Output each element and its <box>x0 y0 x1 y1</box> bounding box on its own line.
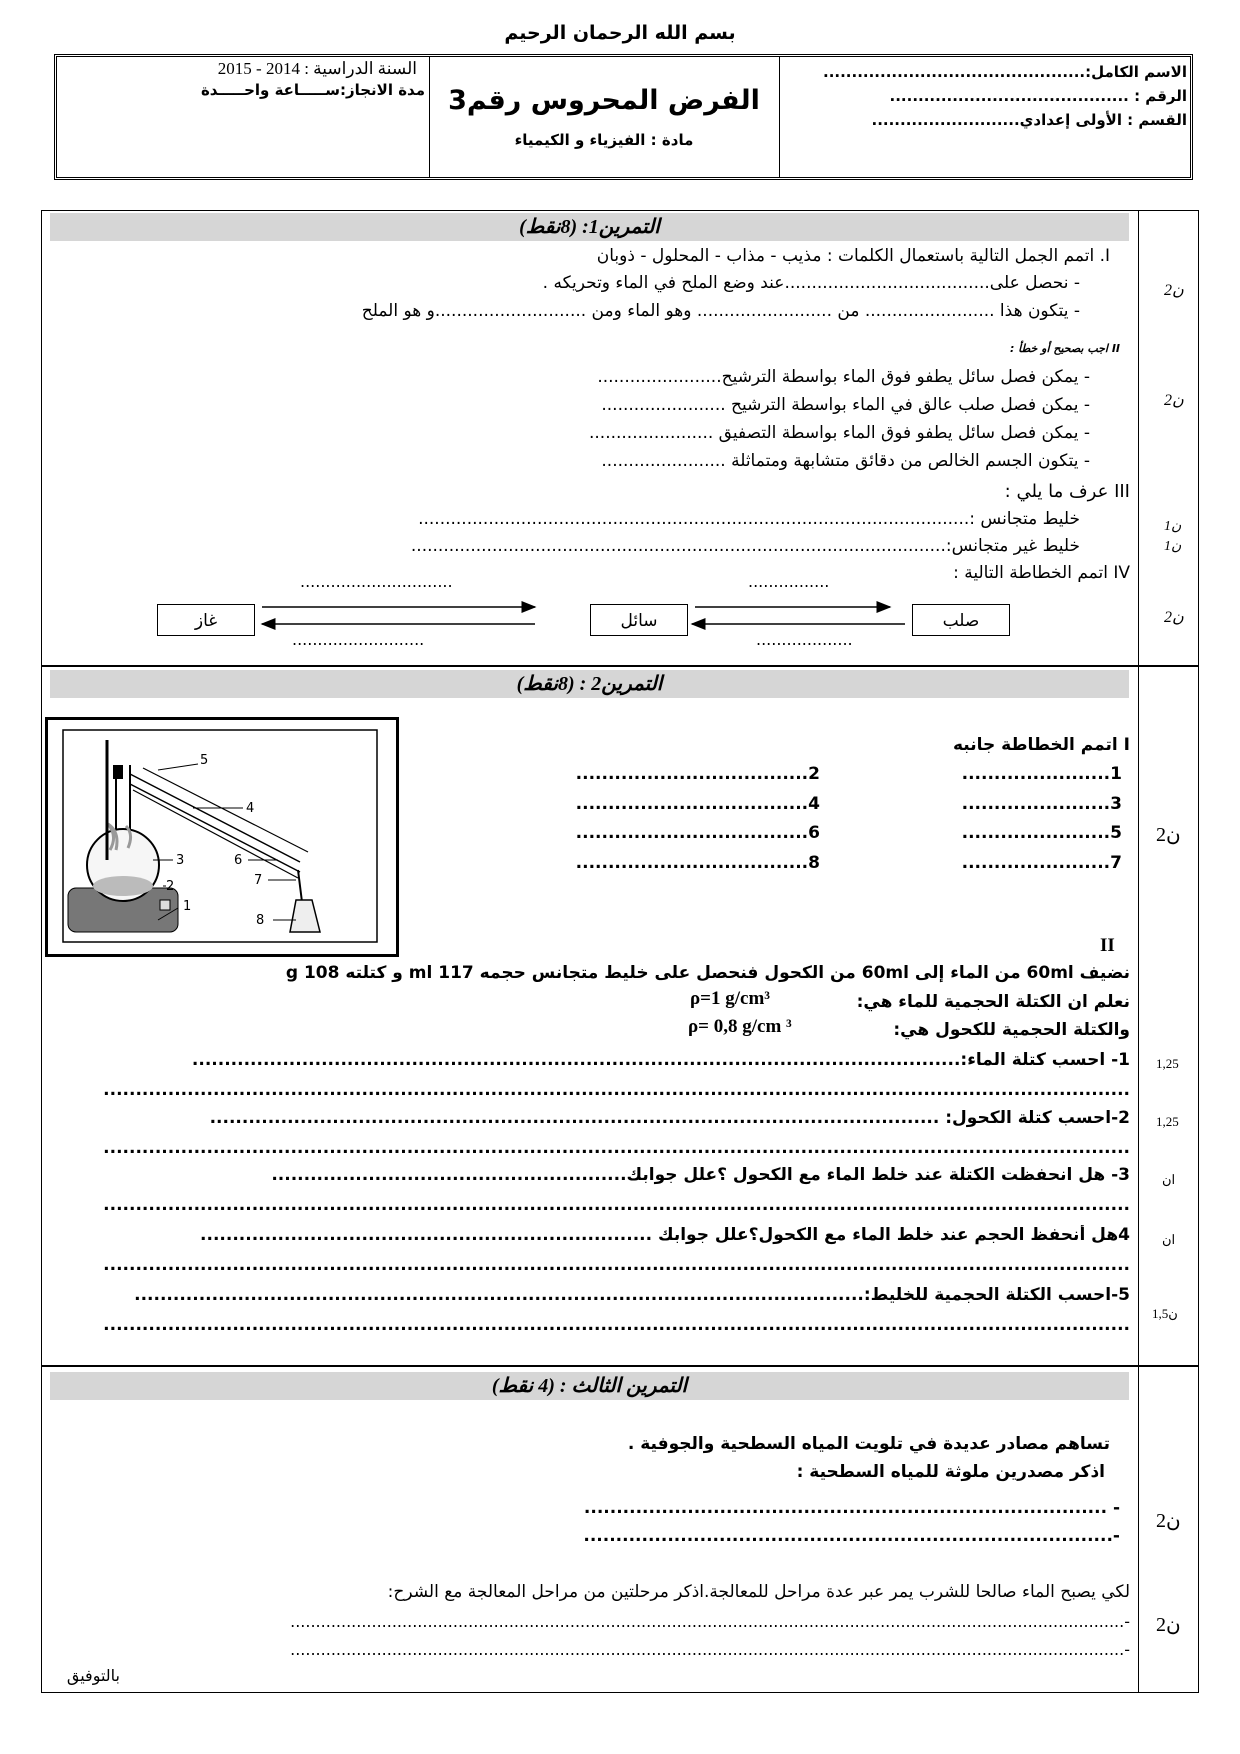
subject: مادة : الفيزياء و الكيمياء <box>514 131 694 149</box>
ex2-blank[interactable]: 7....................... <box>961 853 1122 873</box>
header-divider <box>429 57 430 177</box>
ex2-part2-label: II <box>1100 935 1115 956</box>
mark: 1ن <box>1164 539 1182 554</box>
exercise-2-title: التمرين2 : (8نقط) <box>50 670 1129 698</box>
figure-label: 2 <box>166 879 175 894</box>
distillation-figure <box>45 717 399 957</box>
exercise-3-title: التمرين الثالث : (4 نقط) <box>50 1372 1129 1400</box>
figure-label: 8 <box>256 913 265 928</box>
figure-label: 6 <box>234 853 243 868</box>
basmala: بسم الله الرحمان الرحيم <box>504 22 736 44</box>
alcohol-density-label: والكتلة الحجمية للكحول هي: <box>893 1020 1130 1040</box>
mark: 2ن <box>1164 392 1184 409</box>
mark: 1,5ن <box>1152 1306 1178 1321</box>
receiver-flask <box>290 900 320 932</box>
water-density-value: ρ=1 g/cm³ <box>690 988 770 1009</box>
name-field[interactable]: الاسم الكامل:.............................................. <box>823 63 1187 81</box>
answer-line[interactable]: -.................................................................................................................................................................... <box>290 1612 1130 1631</box>
state-solid: صلب <box>912 604 1010 636</box>
header-divider <box>779 57 780 177</box>
ex1-part3-item2: خليط غير متجانس:................................................................................................... <box>410 536 1080 556</box>
mark: 2ن <box>1164 609 1184 626</box>
mark: 2ن <box>1164 282 1184 299</box>
section-field[interactable]: القسم : الأولى إعدادي.......................... <box>871 111 1187 129</box>
distillation-diagram <box>48 720 396 954</box>
ex1-part2-item: - يتكون الجسم الخالص من دقائق متشابهة ومتماثلة ....................... <box>601 451 1090 471</box>
answer-line[interactable]: ............................................................................................................................................................... <box>103 1315 1130 1335</box>
marks-divider <box>1138 1367 1139 1692</box>
ex1-part2-item: - يمكن فصل صلب عالق في الماء بواسطة الترشيح ....................... <box>601 395 1090 415</box>
duration: مدة الانجاز:ســـــاعة واحـــــدة <box>200 81 425 99</box>
ex3-intro-3: لكي يصبح الماء صالحا للشرب يمر عبر عدة مراحل للمعالجة.اذكر مرحلتين من مراحل المعالجة مع الشرح: <box>387 1582 1130 1602</box>
ex1-part2-item: - يمكن فصل سائل يطفو فوق الماء بواسطة التصفيق ....................... <box>588 423 1090 443</box>
mark: 1,25 <box>1156 1056 1179 1071</box>
ex1-part2-intro: II اجب بصحيح أو خطأ : <box>1009 342 1120 355</box>
number-field[interactable]: الرقم : .......................................... <box>889 87 1187 105</box>
ex2-blank[interactable]: 3....................... <box>961 794 1122 814</box>
answer-line[interactable]: -.................................................................................................................................................................... <box>290 1640 1130 1659</box>
alcohol-density-value: ρ= 0,8 g/cm ³ <box>688 1016 792 1037</box>
ex1-part1-line2: - يتكون هذا ........................ من ......................... وهو الماء ومن ............................و هو الملح <box>361 301 1080 321</box>
figure-label: 5 <box>200 753 209 768</box>
question-4: 4هل أنحفظ الحجم عند خلط الماء مع الكحول؟علل جوابك ...................................................................... <box>200 1225 1130 1245</box>
answer-line[interactable]: ............................................................................................................................................................... <box>103 1255 1130 1275</box>
question-5: 5-احسب الكتلة الحجمية للخليط:................................................................................................................. <box>134 1285 1130 1305</box>
ex1-part3-intro: III عرف ما يلي : <box>1004 481 1130 502</box>
header-box <box>54 54 1193 180</box>
ex2-blank[interactable]: 2.................................... <box>575 764 820 784</box>
figure-label: 4 <box>246 801 255 816</box>
mark: 2ن <box>1156 1614 1181 1636</box>
state-gas: غاز <box>157 604 255 636</box>
figure-label: 1 <box>183 899 192 914</box>
marks-divider <box>1138 667 1139 1365</box>
mark: 2ن <box>1156 824 1181 846</box>
school-year: السنة الدراسية : 2014 - 2015 <box>217 59 417 78</box>
ex1-part3-item1: خليط متجانس :...................................................................................................... <box>418 509 1080 529</box>
answer-line[interactable]: ............................................................................................................................................................... <box>103 1138 1130 1158</box>
mark: 1ن <box>1164 519 1182 534</box>
blank-top-right[interactable]: ................ <box>748 572 830 591</box>
water-density-label: نعلم ان الكتلة الحجمية للماء هي: <box>856 992 1130 1012</box>
marks-divider <box>1138 211 1139 665</box>
ex3-intro-1: تساهم مصادر عديدة في تلويت المياه السطحية والجوفية . <box>627 1434 1110 1454</box>
figure-label: 3 <box>176 853 185 868</box>
blank-bottom-right[interactable]: ................... <box>756 630 853 649</box>
ex1-part2-item: - يمكن فصل سائل يطفو فوق الماء بواسطة الترشيح....................... <box>597 367 1090 387</box>
exercise-1-title: التمرين1: (8نقط) <box>50 213 1129 241</box>
state-liquid: سائل <box>590 604 688 636</box>
ex3-intro-2: اذكر مصدرين ملوثة للمياه السطحية : <box>796 1462 1105 1482</box>
question-1: 1- احسب كتلة الماء:....................................................................................................................... <box>191 1050 1130 1070</box>
mark: 1,25 <box>1156 1114 1179 1129</box>
mark: ان <box>1162 1232 1176 1247</box>
ex2-blank[interactable]: 5....................... <box>961 823 1122 843</box>
ex2-blank[interactable]: 4.................................... <box>575 794 820 814</box>
blank-bottom-left[interactable]: .......................... <box>292 630 425 649</box>
ex2-blank[interactable]: 8.................................... <box>575 853 820 873</box>
answer-line[interactable]: ............................................................................................................................................................... <box>103 1080 1130 1100</box>
ex2-part2-intro: نضيف 60ml من الماء إلى 60ml من الكحول فنحصل على خليط متجانس حجمه 117 ml و كتلته 108 g <box>285 963 1130 983</box>
state-arrows <box>250 595 930 645</box>
answer-line[interactable]: ............................................................................................................................................................... <box>103 1195 1130 1215</box>
page-title: الفرض المحروس رقم3 <box>448 85 760 116</box>
ex2-part1-intro: I اتمم الخطاطة جانبه <box>952 735 1130 755</box>
ex1-part4-intro: IV اتمم الخطاطة التالية : <box>953 563 1130 583</box>
closing: بالتوفيق <box>66 1666 120 1685</box>
answer-line[interactable]: - ................................................................................. <box>583 1498 1120 1518</box>
question-2: 2-احسب كتلة الكحول: ................................................................................................................. <box>209 1108 1130 1128</box>
ex2-blank[interactable]: 6.................................... <box>575 823 820 843</box>
blank-top-left[interactable]: .............................. <box>300 572 453 591</box>
mark: ان <box>1162 1172 1176 1187</box>
ex2-blank[interactable]: 1....................... <box>961 764 1122 784</box>
ex1-part1-line1: - نحصل على......................................عند وضع الملح في الماء وتحريكه . <box>542 273 1080 293</box>
answer-line[interactable]: -.................................................................................. <box>583 1526 1120 1546</box>
ex1-part1-intro: I. اتمم الجمل التالية باستعمال الكلمات : مذيب - مذاب - المحلول - ذوبان <box>596 246 1110 266</box>
mark: 2ن <box>1156 1510 1181 1532</box>
question-3: 3- هل انحفظت الكتلة عند خلط الماء مع الكحول ؟علل جوابك....................................................... <box>271 1165 1130 1185</box>
figure-label: 7 <box>254 873 263 888</box>
